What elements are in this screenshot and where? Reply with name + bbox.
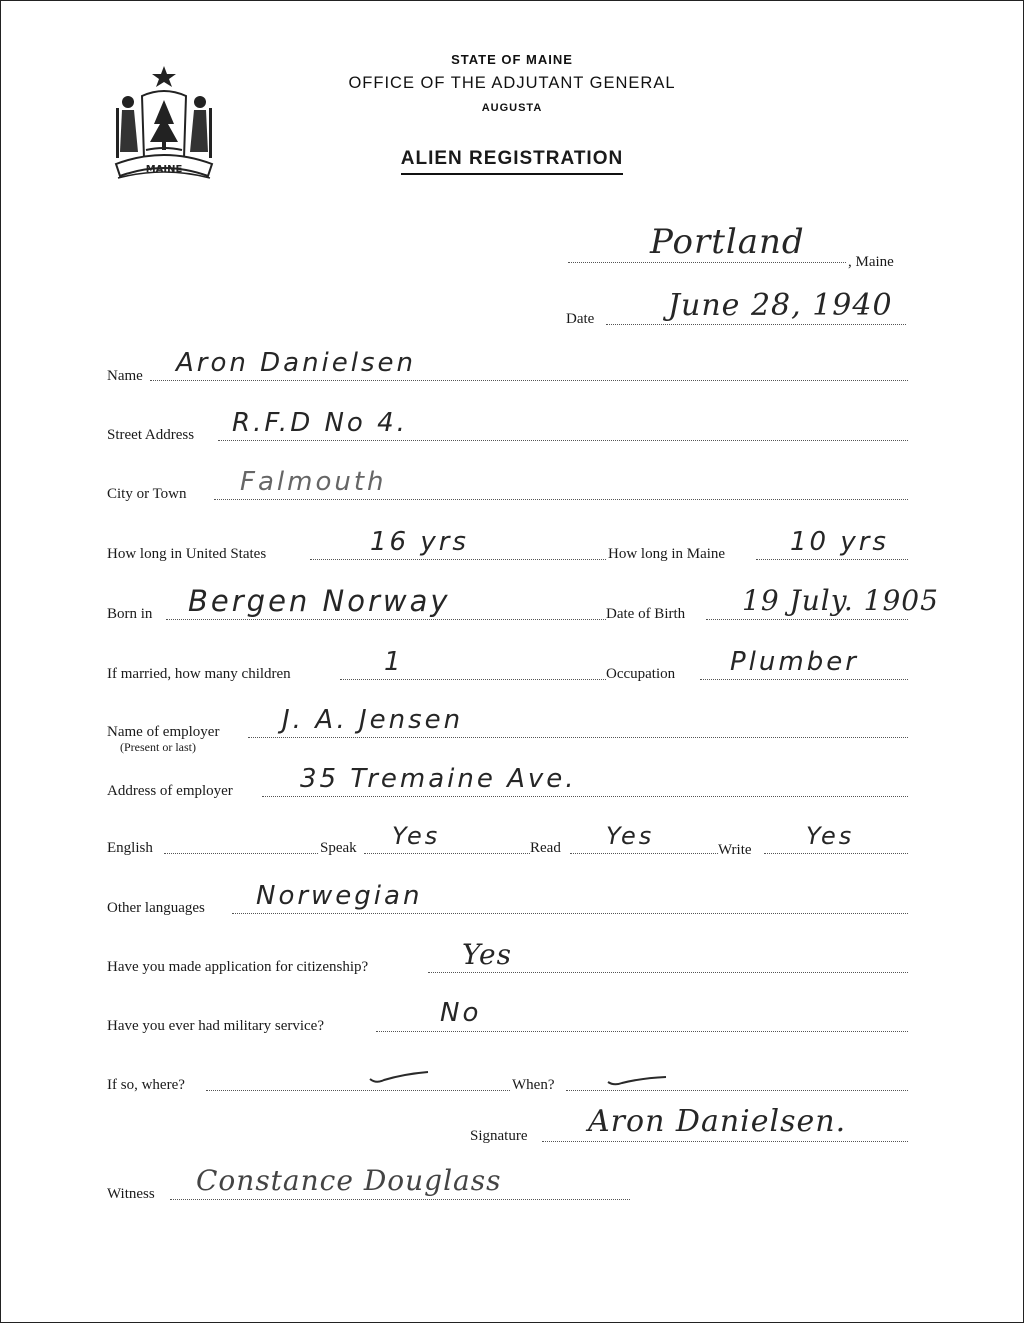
signature-value: Aron Danielsen. — [588, 1104, 847, 1139]
form-title: ALIEN REGISTRATION — [401, 148, 623, 175]
employer-address-label: Address of employer — [107, 783, 233, 799]
us-duration-label: How long in United States — [107, 546, 267, 562]
languages-line — [232, 913, 908, 914]
witness-line — [170, 1199, 630, 1200]
place-value: Portland — [650, 222, 805, 262]
born-value: Bergen Norway — [188, 584, 451, 618]
seal-text: MAINE — [145, 164, 183, 175]
when-dash-mark — [606, 1074, 668, 1088]
employer-address-value: 35 Tremaine Ave. — [300, 764, 577, 794]
date-line — [606, 324, 906, 325]
us-duration-value: 16 yrs — [370, 527, 469, 557]
where-dash-mark — [368, 1070, 430, 1086]
write-line — [764, 853, 908, 854]
signature-line — [542, 1141, 908, 1142]
citizenship-label: Have you made application for citizenship? — [107, 959, 369, 975]
citizenship-value: Yes — [462, 938, 512, 971]
english-label: English — [107, 840, 153, 856]
name-label: Name — [107, 368, 143, 384]
city-line — [214, 499, 908, 500]
languages-value: Norwegian — [256, 881, 423, 911]
date-label: Date — [566, 311, 595, 327]
where-line — [206, 1090, 510, 1091]
citizenship-line — [428, 972, 908, 973]
dob-value: 19 July. 1905 — [742, 584, 939, 617]
english-line — [164, 853, 318, 854]
speak-value: Yes — [392, 822, 441, 850]
date-value: June 28, 1940 — [668, 288, 893, 323]
read-label: Read — [530, 840, 561, 856]
maine-duration-line — [756, 559, 908, 560]
write-label: Write — [718, 842, 752, 858]
military-line — [376, 1031, 908, 1032]
employer-value: J. A. Jensen — [282, 705, 464, 735]
street-value: R.F.D No 4. — [232, 408, 408, 438]
city-label: City or Town — [107, 486, 187, 502]
children-line — [340, 679, 606, 680]
children-label: If married, how many children — [107, 666, 291, 682]
speak-line — [364, 853, 530, 854]
military-label: Have you ever had military service? — [107, 1018, 324, 1034]
born-label: Born in — [107, 606, 153, 622]
state-heading: STATE OF MAINE — [451, 52, 573, 67]
when-line — [566, 1090, 908, 1091]
street-label: Street Address — [107, 427, 195, 443]
dob-label: Date of Birth — [606, 606, 686, 622]
maine-label: , Maine — [848, 254, 894, 270]
where-label: If so, where? — [107, 1077, 185, 1093]
witness-label: Witness — [107, 1186, 155, 1202]
city-value: Falmouth — [240, 467, 387, 497]
maine-duration-value: 10 yrs — [790, 527, 889, 557]
us-duration-line — [310, 559, 606, 560]
office-heading: OFFICE OF THE ADJUTANT GENERAL — [348, 74, 676, 92]
read-value: Yes — [606, 822, 655, 850]
speak-label: Speak — [320, 840, 357, 856]
read-line — [570, 853, 718, 854]
occupation-label: Occupation — [606, 666, 676, 682]
maine-duration-label: How long in Maine — [608, 546, 726, 562]
languages-label: Other languages — [107, 900, 205, 916]
military-value: No — [440, 998, 482, 1028]
place-line — [568, 262, 846, 263]
signature-label: Signature — [470, 1128, 528, 1144]
employer-label: Name of employer — [107, 724, 220, 740]
witness-value: Constance Douglass — [196, 1164, 502, 1197]
employer-line — [248, 737, 908, 738]
born-line — [166, 619, 606, 620]
occupation-value: Plumber — [730, 647, 859, 677]
city-heading: AUGUSTA — [481, 102, 543, 114]
dob-line — [706, 619, 908, 620]
name-value: Aron Danielsen — [176, 348, 417, 378]
employer-sublabel: (Present or last) — [120, 740, 196, 754]
occupation-line — [700, 679, 908, 680]
street-line — [218, 440, 908, 441]
when-label: When? — [512, 1077, 555, 1093]
name-line — [150, 380, 908, 381]
employer-address-line — [262, 796, 908, 797]
children-value: 1 — [384, 647, 404, 677]
write-value: Yes — [806, 822, 855, 850]
